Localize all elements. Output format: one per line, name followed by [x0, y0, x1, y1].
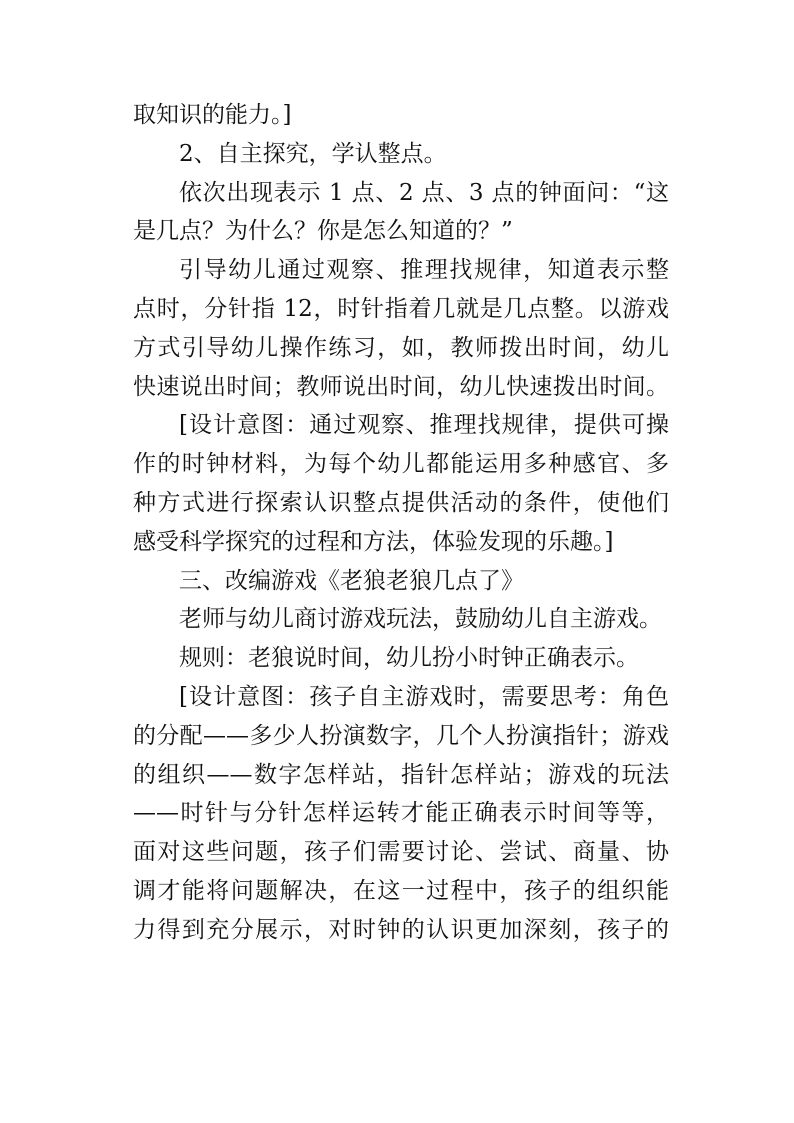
- text-line: 取知识的能力。]: [133, 102, 292, 128]
- text-line: 依次出现表示 1 点、2 点、3 点的钟面问：“这: [179, 179, 669, 206]
- text-line: 调才能将问题解决，在这一过程中，孩子的组织能: [133, 877, 669, 904]
- text-line: 快速说出时间；教师说出时间，幼儿快速拨出时间。: [133, 373, 669, 400]
- text-line: 2、自主探究，学认整点。: [179, 140, 447, 167]
- text-line: 作的时钟材料，为每个幼儿都能运用多种感官、多: [133, 451, 669, 478]
- text-line: 面对这些问题，孩子们需要讨论、尝试、商量、协: [133, 839, 669, 866]
- text-line: 规则：老狼说时间，幼儿扮小时钟正确表示。: [179, 645, 639, 672]
- text-line: 是几点？为什么？你是怎么知道的？”: [133, 218, 513, 245]
- text-line: 点时，分针指 12，时针指着几就是几点整。以游戏: [133, 295, 669, 322]
- text-line: 感受科学探究的过程和方法，体验发现的乐趣。]: [133, 528, 614, 555]
- text-line: 力得到充分展示，对时钟的认识更加深刻，孩子的: [133, 916, 669, 943]
- text-line: ——时针与分针怎样运转才能正确表示时间等等，: [133, 800, 669, 827]
- text-line: 三、改编游戏《老狼老狼几点了》: [179, 567, 524, 594]
- text-line: [设计意图：通过观察、推理找规律，提供可操: [179, 412, 669, 439]
- text-line: 老师与幼儿商讨游戏玩法，鼓励幼儿自主游戏。: [179, 606, 662, 633]
- document-body: [133, 96, 669, 950]
- text-line: [设计意图：孩子自主游戏时，需要思考：角色: [179, 683, 669, 710]
- text-line: 方式引导幼儿操作练习，如，教师拨出时间，幼儿: [133, 334, 669, 361]
- text-line: 的组织——数字怎样站，指针怎样站；游戏的玩法: [133, 761, 669, 788]
- text-line: 种方式进行探索认识整点提供活动的条件，使他们: [133, 489, 669, 516]
- text-line: 的分配——多少人扮演数字，几个人扮演指针；游戏: [133, 722, 669, 749]
- text-line: 引导幼儿通过观察、推理找规律，知道表示整: [179, 257, 669, 284]
